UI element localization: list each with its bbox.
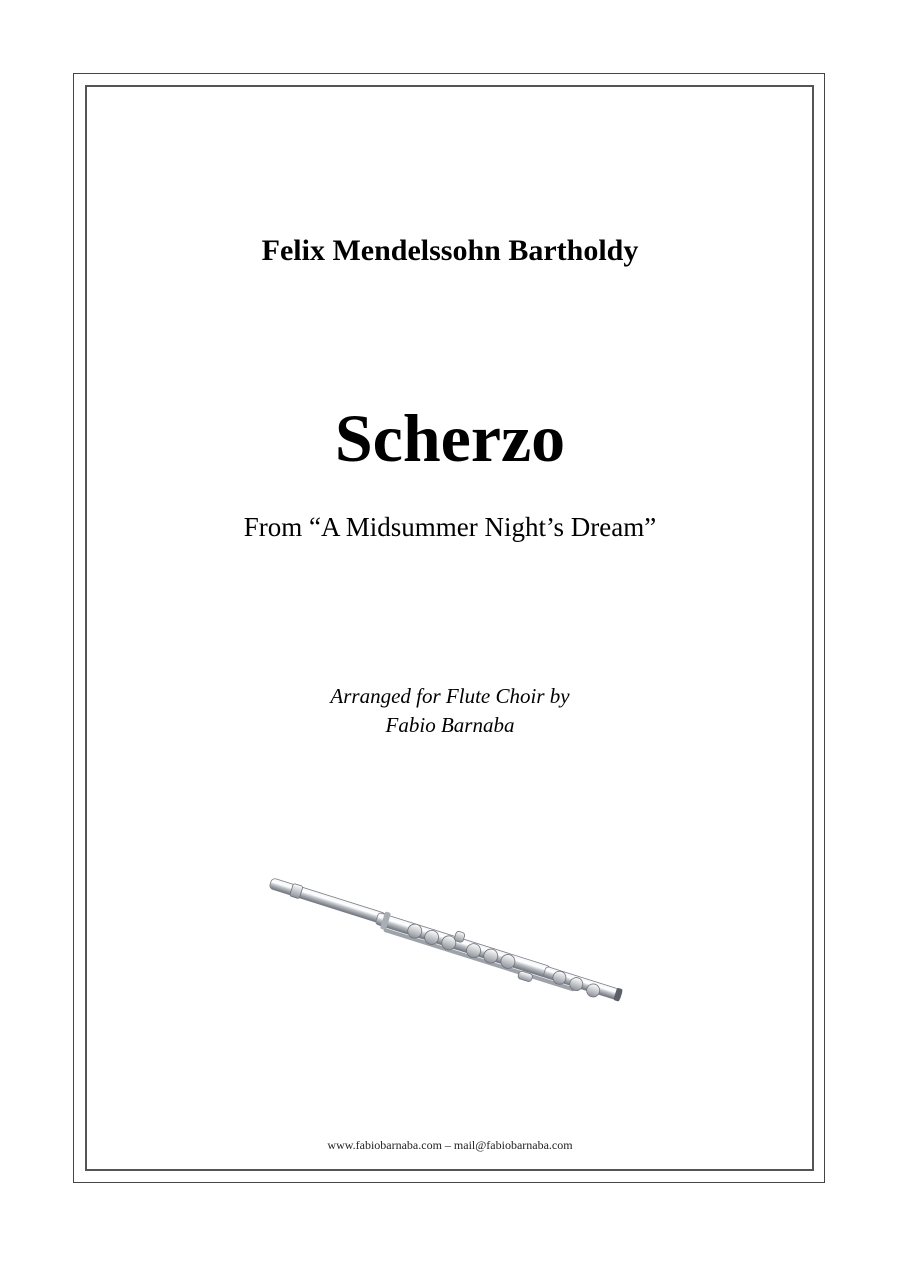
footer-contact: www.fabiobarnaba.com – mail@fabiobarnaba.com	[327, 1138, 573, 1152]
arranger-credit	[0, 682, 900, 740]
arranger-line-2: Fabio Barnaba	[385, 713, 515, 737]
piece-title: Scherzo	[334, 400, 566, 476]
composer-name: Felix Mendelssohn Bartholdy	[261, 234, 639, 267]
piece-subtitle: From “A Midsummer Night’s Dream”	[243, 512, 657, 542]
flute-illustration	[262, 870, 642, 1030]
arranger-line-1: Arranged for Flute Choir by	[330, 684, 570, 708]
flute-image	[262, 870, 642, 1030]
